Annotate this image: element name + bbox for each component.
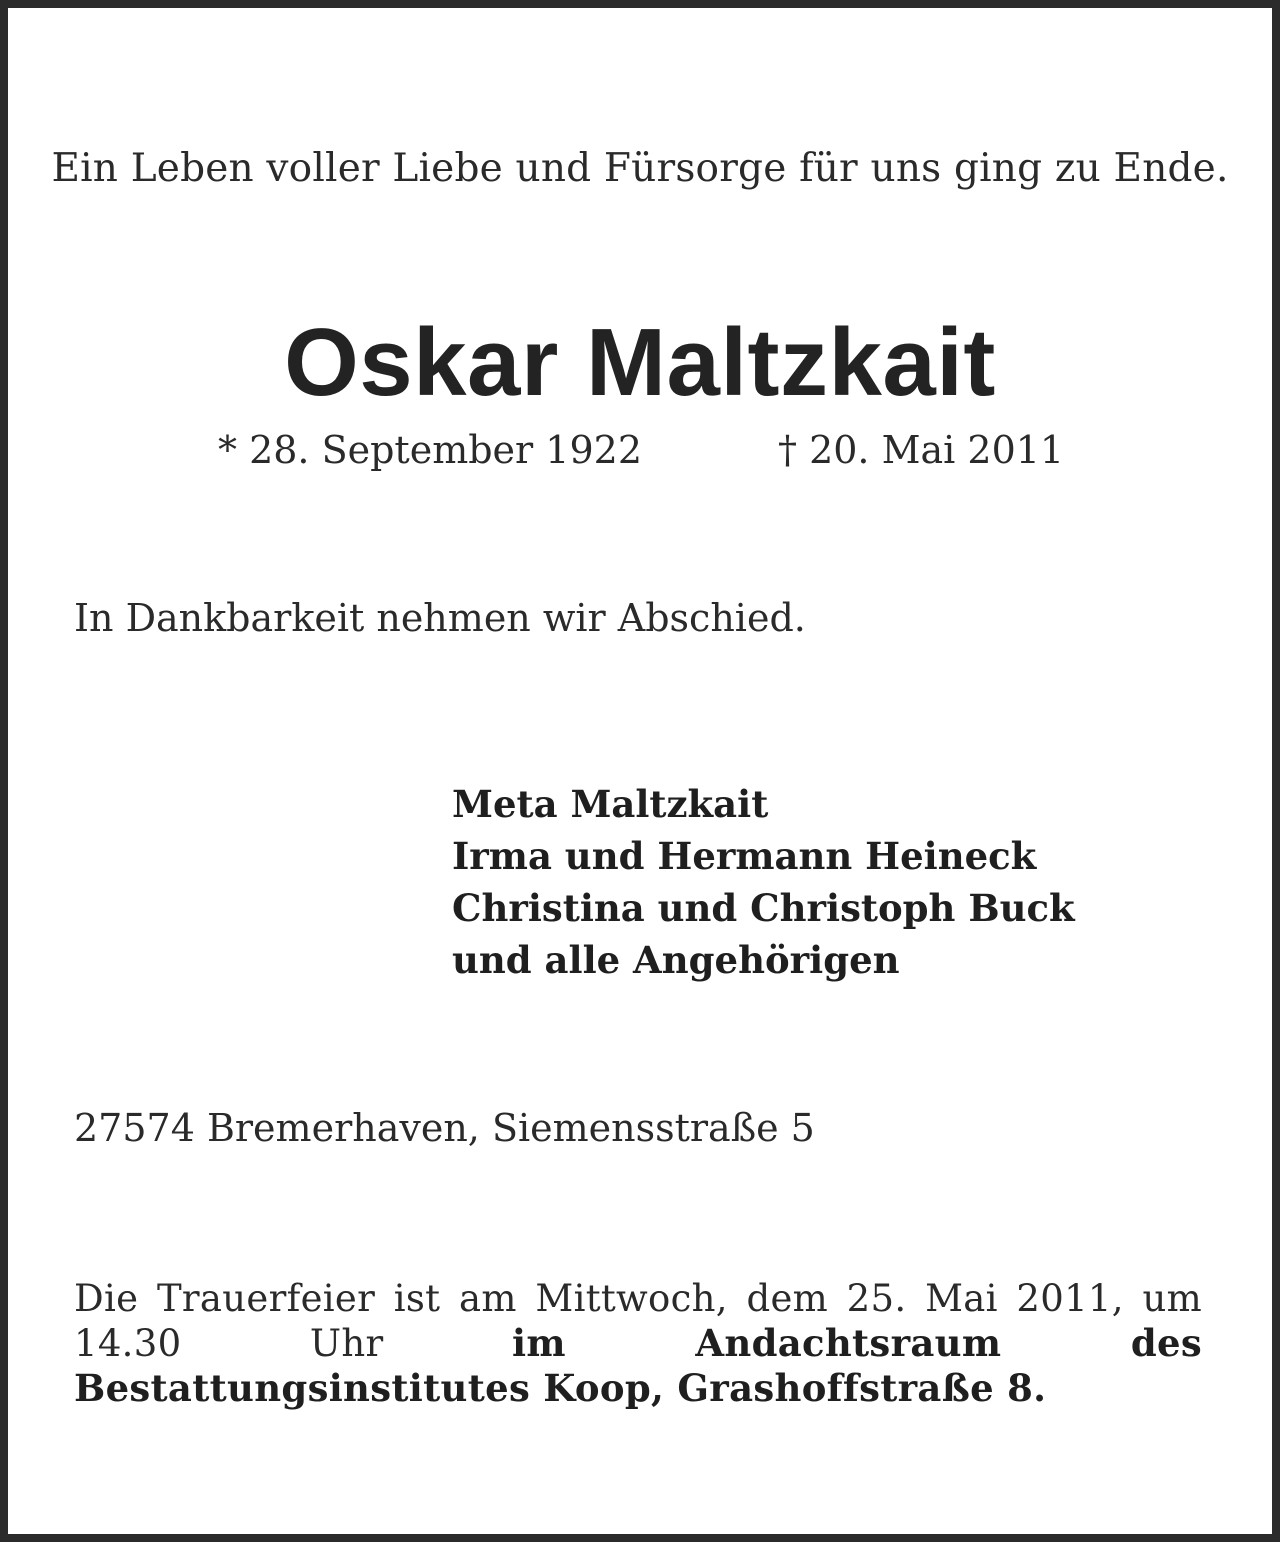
funeral-info bbox=[74, 1276, 1202, 1411]
mourner-name: Irma und Hermann Heineck bbox=[452, 834, 1037, 878]
deceased-name: Oskar Maltzkait bbox=[284, 309, 996, 416]
birth-date: * 28. September 1922 bbox=[218, 428, 642, 472]
mourner-name: und alle Angehörigen bbox=[452, 938, 900, 982]
death-date: † 20. Mai 2011 bbox=[778, 428, 1065, 472]
funeral-location: im Andachtsraum des Bestattungsinstitutes Koop, Grashoffstraße 8. bbox=[74, 1321, 1203, 1410]
mourners-list bbox=[452, 778, 1075, 986]
farewell-text: In Dankbarkeit nehmen wir Abschied. bbox=[74, 596, 806, 640]
funeral-date-time: Die Trauerfeier ist am Mittwoch, dem 25. Mai 2011, um 14.30 Uhr bbox=[74, 1277, 1202, 1365]
mourner-name: Christina und Christoph Buck bbox=[452, 886, 1075, 930]
address-text: 27574 Bremerhaven, Siemensstraße 5 bbox=[74, 1106, 815, 1150]
intro-text: Ein Leben voller Liebe und Fürsorge für uns ging zu Ende. bbox=[51, 146, 1229, 191]
mourner-name: Meta Maltzkait bbox=[452, 782, 769, 826]
